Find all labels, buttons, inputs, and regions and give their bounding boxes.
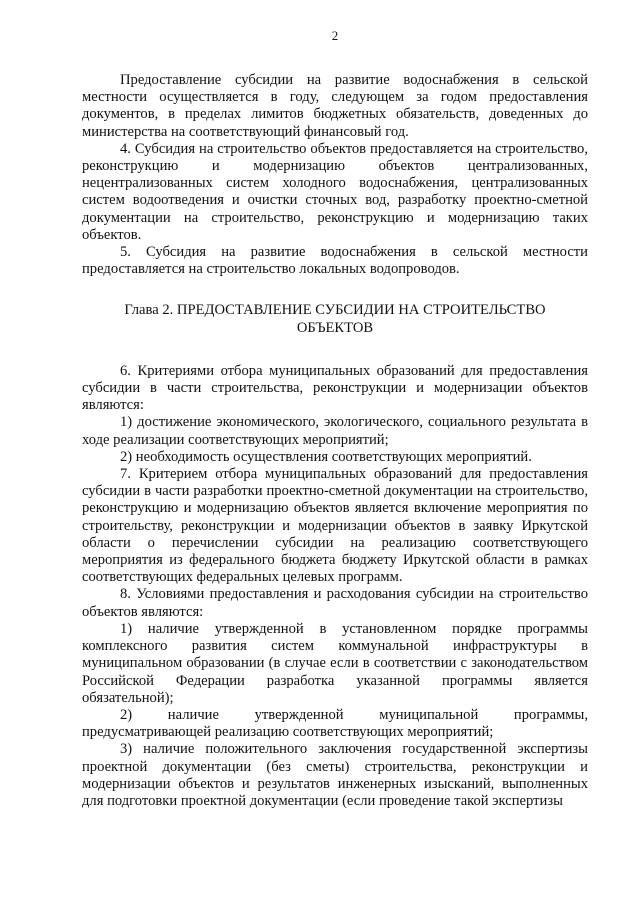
paragraph: 1) наличие утвержденной в установленном порядке программы комплексного развития систем коммунальной инфраструктуры в муниципальном образовании (в случае если в соответствии с законодательством Российской Федерации разработка указанной программы является обязательной); (82, 620, 588, 706)
paragraph: 4. Субсидия на строительство объектов предоставляется на строительство, реконструкцию и модернизацию объектов централизованных, нецентрализованных систем холодного водоснабжения, централизованных систем водоотведения и очистки сточных вод, разработку проектно-сметной документации на строительство, реконструкцию и модернизацию таких объектов. (82, 140, 588, 243)
section-after-chapter (82, 363, 588, 810)
paragraph: Предоставление субсидии на развитие водоснабжения в сельской местности осуществляется в году, следующем за годом предоставления документов, в пределах лимитов бюджетных обязательств, доведенных до министерства на соответствующий финансовый год. (82, 72, 588, 140)
paragraph: 2) необходимость осуществления соответствующих мероприятий. (120, 448, 532, 465)
paragraph: 5. Субсидия на развитие водоснабжения в сельской местности предоставляется на строительство локальных водопроводов. (82, 244, 588, 278)
paragraph: 8. Условиями предоставления и расходования субсидии на строительство объектов являются: (82, 586, 588, 620)
paragraph: 7. Критерием отбора муниципальных образований для предоставления субсидии в части разработки проектно-сметной документации на строительство, реконструкцию и модернизацию объектов является включение мероприятия по строительству, реконструкции и модернизации объектов в заявку Иркутской области о перечислении субсидии на реализацию соответствующего мероприятия из федерального бюджета бюджету Иркутской области в рамках соответствующих федеральных целевых программ. (82, 466, 588, 586)
chapter-heading-line-2: ОБЪЕКТОВ (296, 319, 374, 336)
paragraph: 2) наличие утвержденной муниципальной программы, предусматривающей реализацию соответствующих мероприятий; (82, 706, 588, 741)
page-number: 2 (331, 28, 339, 43)
chapter-heading (82, 302, 588, 336)
section-before-chapter (82, 72, 588, 278)
paragraph: 6. Критериями отбора муниципальных образований для предоставления субсидии в части строительства, реконструкции и модернизации объектов являются: (82, 362, 588, 414)
paragraph: 3) наличие положительного заключения государственной экспертизы проектной документации (без сметы) строительства, реконструкции и модернизации объектов и результатов инженерных изысканий, выполненных для подготовки проектной документации (если проведение такой экспертизы (82, 741, 588, 809)
chapter-heading-line-1: Глава 2. ПРЕДОСТАВЛЕНИЕ СУБСИДИИ НА СТРОИТЕЛЬСТВО (124, 302, 546, 319)
paragraph: 1) достижение экономического, экологического, социального результата в ходе реализации соответствующих мероприятий; (82, 414, 588, 448)
